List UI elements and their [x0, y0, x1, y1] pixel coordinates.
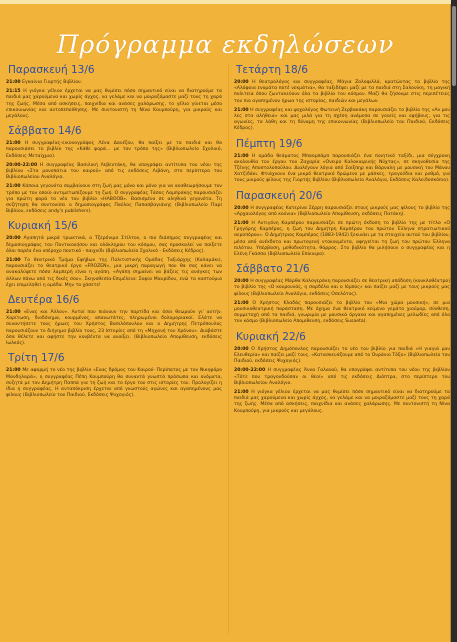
event-time: 21:00: [234, 107, 249, 113]
event-time: 21:00: [234, 221, 249, 227]
event-time: 21:00: [6, 258, 21, 264]
event-time: 20:00: [234, 205, 249, 211]
event-entry: [234, 221, 450, 258]
event-text: Αγαπητά μικρά τρωκτικά, ο Τζερόνιμο Στίλτον, ο πιο διάσημος συγγραφέας και δημοσιογράφος του Ποντικονήσου και ολόκληρου του κόσμου, σας προσκαλεί να παίξετε όλοι παρέα ένα υπέροχο ποντικό - παιχνίδι (Βιβλιοπωλείο Σχολικό - Εκδόσεις Κέδρος).: [6, 236, 222, 254]
event-entry: [234, 206, 450, 218]
event-entry: [6, 310, 222, 347]
event-entry: [234, 301, 450, 326]
event-text: Η θεατρολόγος και συγγραφέας, Μάγια Ζολοφιλλά, κρατώντας το βιβλίο της «Αλόφοια ενομάτα ποτέ νεκμάτια», θα ταξιδέψει μαζί με τα παιδιά στη Σαλονίκη, τη μαγική πολιτεία όπου ζωντανεύουν όλα τα βιβλία του κόσμου. Μαζί θα ζήσουμε στις περιπέτειες του πιο αγαπημένου ήρωα της ιστορίας, παιδιών και μεγάλων.: [234, 80, 450, 104]
event-text: Με αφορμή το νέο της βιβλίο «Ενας δρόμος του Καιρού- Περίπατος με τον Νικηφόρο Μανδηλαρά», η συγγραφέας Πέπη Κουμπούρη θα συναντά γνωστά πρόσωπα και ονόματα, συζητά με τον Δημήτρη Παππά για τη ζωή και το έργο του στις ιστορίες του. Προλογίζει η ίδια η συγγραφέας. Η ανταπόκριση έρχεται από γνωστούς αγώνες και αγαπημένους μας φίλους (Βιβλιοπωλείο του Παιδιού, Εκδόσεις Ψυχογιός).: [6, 368, 222, 399]
event-text: Η συγγραφέας Μάρθα Καλογεράκη παρουσιάζει σε θεατρική απόδοση (κουκλοθέατρο) το βιβλίο της «Ο κουρουνάς, η σαρδέλα και ο Ιόμπος» και παίζει μαζί με τους μικρούς μας φίλους (Βιβλιοπωλείο Αναλόγιο, εκδόσεις Οσελότος).: [234, 279, 450, 297]
day-heading: Παρασκευή 13/6: [8, 64, 95, 76]
event-time: 20:00-22:00: [6, 162, 38, 168]
event-text: Η Αντιγόνη Καμπέρου παρουσιάζει σε πρώτη έκδοση το βιβλίο της με τίτλο «Ο Γρηγόρης Καμπέρος, η ζωή του Δημήτρη Καμπέρου του πρώτου Έλληνα στρατιωτικού αεροπόρου». Ο Δημήτριος Καμπέρος (1883-1942) ξεκινάει με τα στοιχεία αυτού του βιβλίου, μέσα από ανέκδοτα και πρωτογενή ντοκουμέντα, αφηγείται τη ζωή του πρώτου Έλληνα πιλότου. Υπέρβαση, μεθοδικότητα, θάρρος. Στο βιβλίο θα μιλήσουν ο συγγραφέας και η Ελένη Γκάσσα (Βιβλιοπωλείο Επίκαιρο).: [234, 221, 450, 258]
event-entry: [234, 108, 450, 133]
event-time: 20:00: [234, 80, 249, 85]
event-text: Η συγγραφέας Βασιλική Λεβεντάκη, θα υπογράφει αντίτυπα του νέου της βιβλίου «Στα μονοπάτια του καιρού» από τις εκδόσεις Λιβάνη, στο περίπτερο του Βιβλιοπωλείου Αναλόγιο.: [6, 162, 222, 181]
event-time: 21:00: [6, 368, 21, 374]
event-text: Το θεατρικό Τμήμα Εφήβων της Πολιτιστικής Ομάδας Ταξιάρχης (Καλαμάκι), παρουσιάζει το θεατρικό έργο «FROZEN», μια μικρή παραγωγή που θα σας κάνει να ανακαλύψετε πόσο λαμπερή είναι η αγάπη. «Αγάπη σημαίνει να βάζεις τις ανάγκες των άλλων πάνω από τις δικές σου». Σκηνοθεσία-Επιμέλεια: Σοφία Μαυρίδου, ενώ τα κοστούμια έχει επιμεληθεί η ομάδα. Μην το χάσετε!: [6, 258, 222, 288]
event-time: 20:00: [234, 279, 249, 285]
top-stripe: [0, 0, 451, 4]
event-text: Η συγγραφέας Άννα Γαλανού, θα υπογράφει αντίτυπα του νέου της βιβλίου «Τότε που τραγουδούσαν οι θεοί» από τις εκδόσεις Διόπτρα, στο περίπτερο του Βιβλιοπωλείου Αναλόγιο.: [234, 368, 450, 386]
event-entry: [6, 184, 222, 215]
event-time: 21:00: [6, 184, 21, 190]
event-time: 20:00: [6, 236, 21, 242]
event-text: «Ενας και Άλλον». Αυτοί που πιάνουν την παρτίδα και όσοι θεωρούν γι' αυτήν. Χαρίτωση, διοδόνημα, κουρμένος, απανωτάτες, πληρωμένοι δολομοριακοί. Ελάτε να συναντήσετε τους ήρωες του Χρήστος Βασιλόπουλου και ο Δημήτρης Πετρόπουλος παρουσιάζουν τo διήγημα βιβλίο τους, 23 Ιστορίες από τη «Μηχανή του Χρόνου». Διαβάστε όσα θέλετε και αφήστε την κουβέντα να ανοίξει. (Βιβλιοπωλείο Απομίθευση, εκδόσεις Ιωλκός).: [6, 310, 223, 347]
event-time: 21:00: [234, 153, 249, 159]
scrollbar-thumb[interactable]: [452, 6, 456, 86]
day-heading: Τρίτη 17/6: [8, 352, 65, 365]
event-text: Εγκαίνια Γιορτής Βιβλίου.: [22, 80, 83, 85]
event-entry: [6, 141, 222, 160]
event-entry: [6, 236, 222, 255]
event-time: 20:00-22:00: [234, 368, 266, 374]
event-entry: [234, 390, 450, 415]
event-text: Κάποια γεγονότα συμβαίνουν στη ζωή μας μόνο και μόνο για να αναθεωρήσουμε τον τρόπο με τον οποίο αντιμετωπίζουμε τη ζωή. Ο συγγραφέας Τάσος Λαμπράκης παρουσιάζει για πρώτη φορά το νέο του βιβλίο «ΗΑΒΟΟΒ». Βασισμένο σε αληθινά γεγονότα. Τη συζήτηση θα συντονίσει ο δημοσιογράφος Παύλος Παπασβαγιάνης (Βιβλιοπωλείο Παρί Βιβλίου, εκδόσεις andy's publishers).: [6, 184, 222, 215]
left-column: [6, 64, 222, 402]
event-entry: [234, 368, 450, 387]
day-heading: Δευτέρα 16/6: [8, 294, 80, 307]
right-column: [234, 64, 450, 418]
event-text: Ο Χρήστος Δημόπουλος παρουσιάζει το νέο του βιβλίο για παιδιά «Η γιαγιά μου Ελευθερία» και παίζει μαζί τους. «Κατασκευάζουμε από το Ουράνιο Τόξο» (Βιβλιοπωλείο του Παιδιού, εκδόσεις Ψυχογιός).: [234, 346, 450, 365]
event-time: 21:00: [234, 300, 249, 306]
event-entry: [234, 347, 450, 366]
event-text: Η γιόγκα γέλιου έρχεται να μας θυμίσει πόσο σημαντικό είναι να διατηρούμε τα παιδιά μας χαρούμενα και χωρίς άγχος, να γελάμε και να μοιραζόμαστε μαζί τους τη χαρά της ζωής. Μέσα από ασκήσεις, παιχνίδια και ανάσες χαλάρωσης. Με συντονιστή τη Νίνα Κουμπούρη, για μικρούς και μεγάλους.: [234, 389, 450, 414]
event-entry: [6, 80, 222, 86]
day-heading: Κυριακή 15/6: [8, 220, 78, 233]
event-text: Η συγγραφέας και ψυχολόγος Φωτεινή Ζερβακάκη παρουσιάζει το βιβλίο της «Αν μου λες στα αλήθεια» και μας μιλά για τη σχέση ανάμεσα σε γονείς και εφήβους, για τις αγωνίες, τα λάθη και τη δύναμη της επικοινωνίας (Βιβλιοπωλείο του Παιδιού, Εκδόσεις Κέδρος).: [234, 107, 450, 132]
event-entry: [6, 368, 222, 399]
event-text: Η ομάδα θεάματος Μπαομπάμπ παρουσιάζει ένα ποιητικό ταξίδι, μια σύγχρονη ακολουθία του έργου του Ζαχαρία «Ονειρο Καλοκαιρινής Νύχτας», σε σκηνοθεσία της Τζένης Αποστολοπούλου. Διαλέγουν λόγια από Σαίξπηρ και Βάρναλη με μουσική του Μάνου Χατζιδάκι. Φτιάχνουν ένα μικρό θεατρικό δρώμενο με μάσκες, τραγούδια και ρυθμό, για τους μικρούς φίλους της Γιορτής Βιβλίου (Βιβλιοπωλείο Αναλόγιο, Εκδόσεις Καλειδοσκόπιο).: [234, 153, 451, 184]
event-time: 20:00: [234, 346, 249, 352]
event-text: Η συγγραφέας Κατερίνα Σέρρη παρουσιάζει στους μικρούς μας φίλους το βιβλίο της «Αρχαιολόγος από κούνια» (Βιβλιοπωλείο Απομίθευση, εκδόσεις Πατάκη).: [234, 205, 450, 217]
scrollbar[interactable]: [451, 0, 457, 642]
event-entry: [234, 279, 450, 298]
event-entry: [234, 80, 450, 105]
event-time: 21:15: [6, 89, 21, 95]
day-heading: Τετάρτη 18/6: [236, 64, 308, 76]
day-heading: Παρασκευή 20/6: [236, 189, 323, 202]
day-heading: Σάββατο 21/6: [236, 263, 310, 276]
day-heading: Κυριακή 22/6: [236, 330, 306, 343]
event-entry: [6, 89, 222, 120]
event-entry: [6, 163, 222, 182]
event-text: Ο Χρήστος Κλαδάς παρουσιάζει το βιβλίο του «Μια χώρα μουσική», σε μια μουσικοθεατρική παράσταση. Με όχημα ένα θεατρικό κείμενο γεμάτο χιούμορ, σύνθεση, συμμετοχή από τα παιδιά, γνωριμία με μουσικά όργανα και αγαπημένες μελωδίες από όλο τον κόσμο (Βιβλιοπωλείο Απομίθευση, εκδόσεις Susaeta).: [234, 300, 450, 325]
event-entry: [6, 258, 222, 289]
event-text: Η συγγραφέας-εικονογράφος Λένα Δανέζου, θα παίξει με τα παιδιά και θα παρουσιάσει το βιβλίο της «Κάθε φορά… με τον τρόπο της» (Βιβλιοπωλείο Σχολικό, Εκδόσεις Μεταίχμιο).: [6, 141, 222, 159]
column-divider: [228, 64, 229, 634]
event-text: Η γιόγκα γέλιου έρχεται να μας θυμίσει πόσο σημαντικό είναι να διατηρούμε τα παιδιά μας χαρούμενα και χωρίς άγχος, να γελάμε και να μοιραζόμαστε μαζί τους τη χαρά της ζωής. Μέσα από ασκήσεις, παιχνίδια και ανάσες χαλάρωσης, το γέλιο γίνεται μέσο επικοινωνίας και αυτοπεποίθησης. Με συντονιστή τη Νίνα Κουμπούρη, για μικρούς και μεγάλους.: [6, 89, 222, 120]
day-heading: Πέμπτη 19/6: [236, 137, 303, 150]
event-time: 21:00: [6, 80, 21, 85]
page-title: Πρόγραμμα εκδηλώσεων: [56, 30, 395, 59]
event-time: 21:00: [6, 310, 21, 316]
event-entry: [234, 154, 450, 185]
day-heading: Σάββατο 14/6: [8, 125, 82, 138]
event-time: 21:00: [6, 141, 21, 147]
event-time: 21:00: [234, 389, 249, 395]
